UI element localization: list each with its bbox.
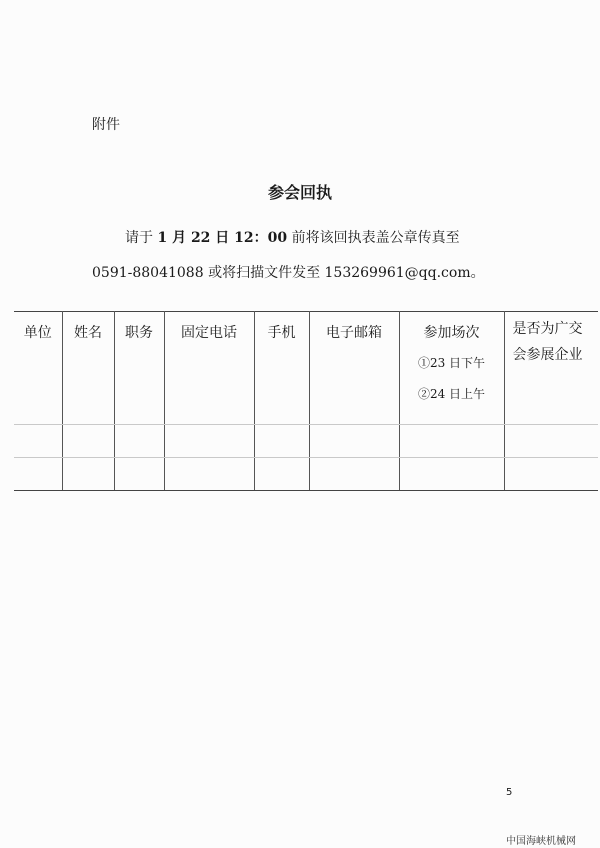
cell[interactable] (14, 458, 62, 491)
watermark-text: 中国海峡机械网 (506, 836, 576, 847)
deadline-date: 1 月 22 日 12：00 (157, 230, 288, 246)
table-row (14, 458, 598, 491)
instruction-line-2: 0591-88041088 或将扫描文件发至 153269961@qq.com。 (92, 265, 485, 281)
header-mobile: 手机 (254, 312, 309, 425)
cell[interactable] (164, 425, 254, 458)
registration-table (14, 311, 598, 491)
header-unit: 单位 (14, 312, 62, 425)
cell[interactable] (504, 425, 598, 458)
table-header-row (14, 312, 598, 425)
cell[interactable] (399, 458, 504, 491)
header-session (399, 312, 504, 425)
header-email: 电子邮箱 (309, 312, 399, 425)
cell[interactable] (114, 425, 164, 458)
cell[interactable] (14, 425, 62, 458)
cell[interactable] (62, 458, 114, 491)
session-option-1: ①23 日下午 (417, 356, 486, 370)
cell[interactable] (254, 458, 309, 491)
page-title: 参会回执 (267, 183, 332, 202)
cell[interactable] (504, 458, 598, 491)
cell[interactable] (399, 425, 504, 458)
header-exhibitor-label: 是否为广交会参展企业 (512, 321, 583, 363)
instruction-line-1 (125, 227, 460, 247)
session-option-2: ②24 日上午 (417, 387, 486, 401)
header-name: 姓名 (62, 312, 114, 425)
attachment-label: 附件 (92, 117, 120, 133)
page-number: 5 (506, 787, 513, 798)
instruction-post: 前将该回执表盖公章传真至 (287, 230, 460, 246)
cell[interactable] (62, 425, 114, 458)
cell[interactable] (309, 458, 399, 491)
header-session-label: 参加场次 (423, 325, 480, 341)
header-position: 职务 (114, 312, 164, 425)
table-row (14, 425, 598, 458)
instruction-pre: 请于 (125, 230, 158, 246)
cell[interactable] (164, 458, 254, 491)
cell[interactable] (254, 425, 309, 458)
cell[interactable] (309, 425, 399, 458)
header-landline: 固定电话 (164, 312, 254, 425)
header-exhibitor (504, 312, 598, 425)
cell[interactable] (114, 458, 164, 491)
